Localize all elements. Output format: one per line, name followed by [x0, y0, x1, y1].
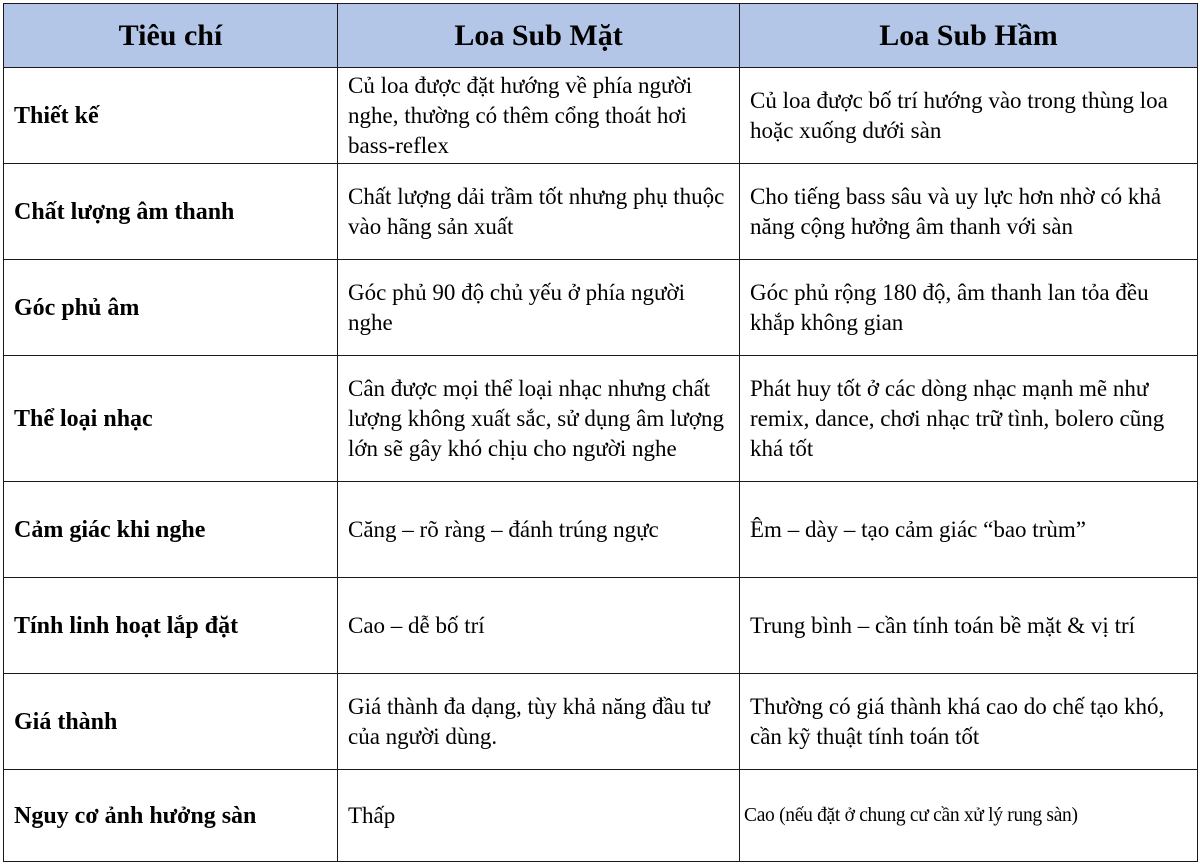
- sub-mat-cell: Góc phủ 90 độ chủ yếu ở phía người nghe: [338, 260, 740, 356]
- sub-mat-cell: Thấp: [338, 770, 740, 862]
- sub-mat-cell: Cân được mọi thể loại nhạc nhưng chất lượng không xuất sắc, sử dụng âm lượng lớn sẽ gây khó chịu cho người nghe: [338, 356, 740, 482]
- sub-mat-cell: Căng – rõ ràng – đánh trúng ngực: [338, 482, 740, 578]
- sub-mat-cell: Chất lượng dải trầm tốt nhưng phụ thuộc vào hãng sản xuất: [338, 164, 740, 260]
- table-row: [4, 674, 1198, 770]
- sub-ham-cell: Góc phủ rộng 180 độ, âm thanh lan tỏa đều khắp không gian: [740, 260, 1198, 356]
- sub-ham-cell: Thường có giá thành khá cao do chế tạo khó, cần kỹ thuật tính toán tốt: [740, 674, 1198, 770]
- header-sub-mat: Loa Sub Mặt: [338, 4, 740, 68]
- header-criterion: Tiêu chí: [4, 4, 338, 68]
- criterion-cell: Thiết kế: [4, 68, 338, 164]
- sub-mat-cell: Giá thành đa dạng, tùy khả năng đầu tư của người dùng.: [338, 674, 740, 770]
- table-row: [4, 578, 1198, 674]
- sub-ham-cell: Cho tiếng bass sâu và uy lực hơn nhờ có khả năng cộng hưởng âm thanh với sàn: [740, 164, 1198, 260]
- sub-mat-cell: Cao – dễ bố trí: [338, 578, 740, 674]
- criterion-cell: Nguy cơ ảnh hưởng sàn: [4, 770, 338, 862]
- criterion-cell: Chất lượng âm thanh: [4, 164, 338, 260]
- sub-ham-cell: Phát huy tốt ở các dòng nhạc mạnh mẽ như remix, dance, chơi nhạc trữ tình, bolero cũng khá tốt: [740, 356, 1198, 482]
- table-row: [4, 482, 1198, 578]
- table-row: [4, 260, 1198, 356]
- table-row: [4, 68, 1198, 164]
- criterion-cell: Giá thành: [4, 674, 338, 770]
- criterion-cell: Tính linh hoạt lắp đặt: [4, 578, 338, 674]
- table-row: [4, 356, 1198, 482]
- criterion-cell: Góc phủ âm: [4, 260, 338, 356]
- table-header: [4, 4, 1198, 68]
- table-row: [4, 164, 1198, 260]
- table-row: [4, 770, 1198, 862]
- header-row: [4, 4, 1198, 68]
- criterion-cell: Thể loại nhạc: [4, 356, 338, 482]
- sub-mat-cell: Củ loa được đặt hướng về phía người nghe, thường có thêm cổng thoát hơi bass-reflex: [338, 68, 740, 164]
- comparison-table: [3, 3, 1198, 862]
- criterion-cell: Cảm giác khi nghe: [4, 482, 338, 578]
- table-body: [4, 68, 1198, 862]
- sub-ham-cell: Trung bình – cần tính toán bề mặt & vị trí: [740, 578, 1198, 674]
- sub-ham-cell: Êm – dày – tạo cảm giác “bao trùm”: [740, 482, 1198, 578]
- sub-ham-cell: Cao (nếu đặt ở chung cư cần xử lý rung sàn): [740, 770, 1198, 862]
- sub-ham-cell: Củ loa được bố trí hướng vào trong thùng loa hoặc xuống dưới sàn: [740, 68, 1198, 164]
- header-sub-ham: Loa Sub Hầm: [740, 4, 1198, 68]
